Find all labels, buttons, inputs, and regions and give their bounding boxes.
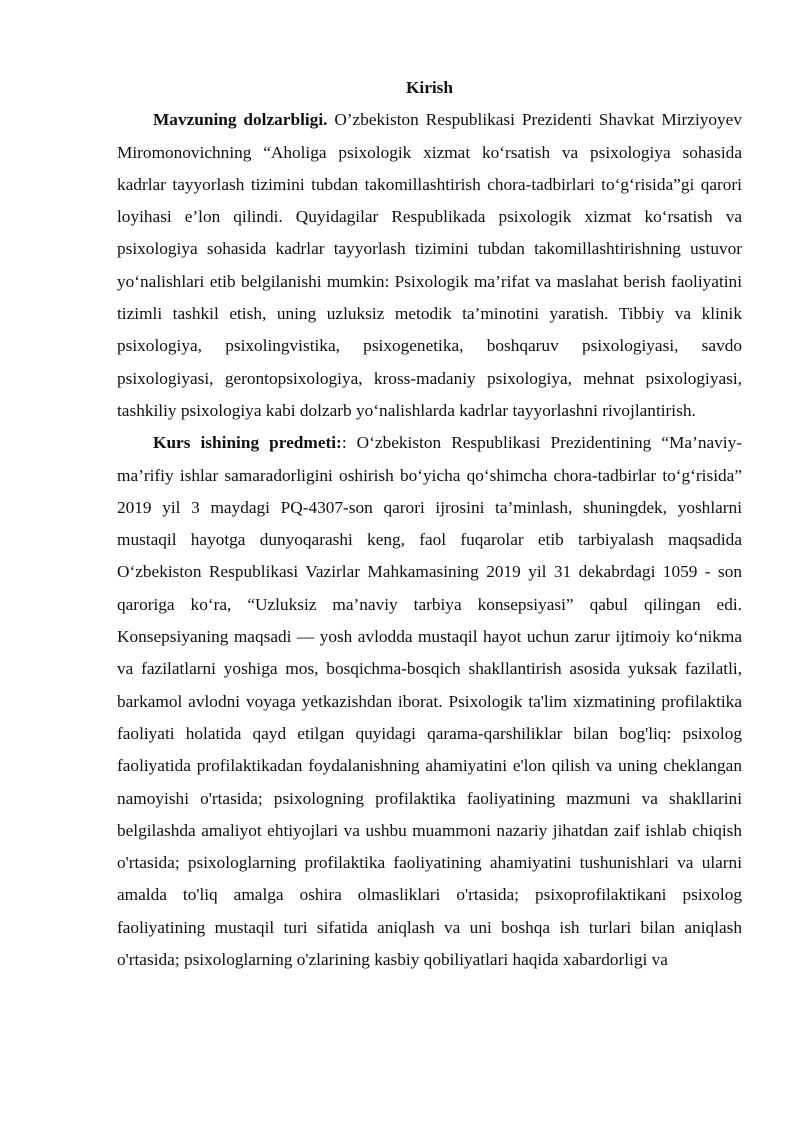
document-page [117, 72, 742, 976]
page-title: Kirish [405, 78, 454, 97]
paragraph-subject [117, 427, 742, 976]
paragraph-relevance [117, 104, 742, 427]
paragraph-heading-relevance: Mavzuning dolzarbligi. [153, 110, 328, 130]
paragraph-text-relevance: O’zbekiston Respublikasi Prezidenti Shavkat Mirziyoyev Miromonovichning “Aholiga psixologik xizmat ko‘rsatish va psixologiya sohasida kadrlar tayyorlash tizimini tubdan takomillashtirish chora-tadbirlari to‘g‘risida”gi qarori loyihasi e’lon qilindi. Quyidagilar Respublikada psixologik xizmat ko‘rsatish va psixologiya sohasida kadrlar tayyorlash tizimini tubdan takomillashtirishning ustuvor yo‘nalishlari etib belgilanishi mumkin: Psixologik ma’rifat va maslahat berish faoliyatini tizimli tashkil etish, uning uzluksiz metodik ta’minotini yaratish. Tibbiy va klinik psixologiya, psixolingvistika, psixogenetika, boshqaruv psixologiyasi, savdo psixologiyasi, gerontopsixologiya, kross-madaniy psixologiya, mehnat psixologiyasi, tashkiliy psixologiya kabi dolzarb yo‘nalishlarda kadrlar tayyorlashni rivojlantirish. [117, 110, 742, 420]
paragraph-text-subject: : O‘zbekiston Respublikasi Prezidentining “Ma’naviy-ma’rifiy ishlar samaradorligini oshirish bo‘yicha qo‘shimcha chora-tadbirlar to‘g‘risida” 2019 yil 3 maydagi PQ-4307-son qarori ijrosini ta’minlash, shuningdek, yoshlarni mustaqil hayotga dunyoqarashi keng, faol fuqarolar etib tarbiyalash maqsadida O‘zbekiston Respublikasi Vazirlar Mahkamasining 2019 yil 31 dekabrdagi 1059 - son qaroriga ko‘ra, “Uzluksiz ma’naviy tarbiya konsepsiyasi” qabul qilingan edi. Konsepsiyaning maqsadi — yosh avlodda mustaqil hayot uchun zarur ijtimoiy ko‘nikma va fazilatlarni yoshiga mos, bosqichma-bosqich shakllantirish asosida yuksak fazilatli, barkamol avlodni voyaga yetkazishdan iborat. Psixologik ta'lim xizmatining profilaktika faoliyati holatida qayd etilgan quyidagi qarama-qarshiliklar bilan bog'liq: psixolog faoliyatida profilaktikadan foydalanishning ahamiyatini e'lon qilish va uning cheklangan namoyishi o'rtasida; psixologning profilaktika faoliyatining mazmuni va shakllarini belgilashda amaliyot ehtiyojlari va ushbu muammoni nazariy jihatdan zaif ishlab chiqish o'rtasida; psixologlarning profilaktika faoliyatining ahamiyatini tushunishlari va ularni amalda to'liq amalga oshira olmasliklari o'rtasida; psixoprofilaktikani psixolog faoliyatining mustaqil turi sifatida aniqlash va uni boshqa ish turlari bilan aniqlash o'rtasida; psixologlarning o'zlarining kasbiy qobiliyatlari haqida xabardorligi va [117, 433, 742, 970]
paragraph-heading-subject: Kurs ishining predmeti: [153, 433, 342, 453]
